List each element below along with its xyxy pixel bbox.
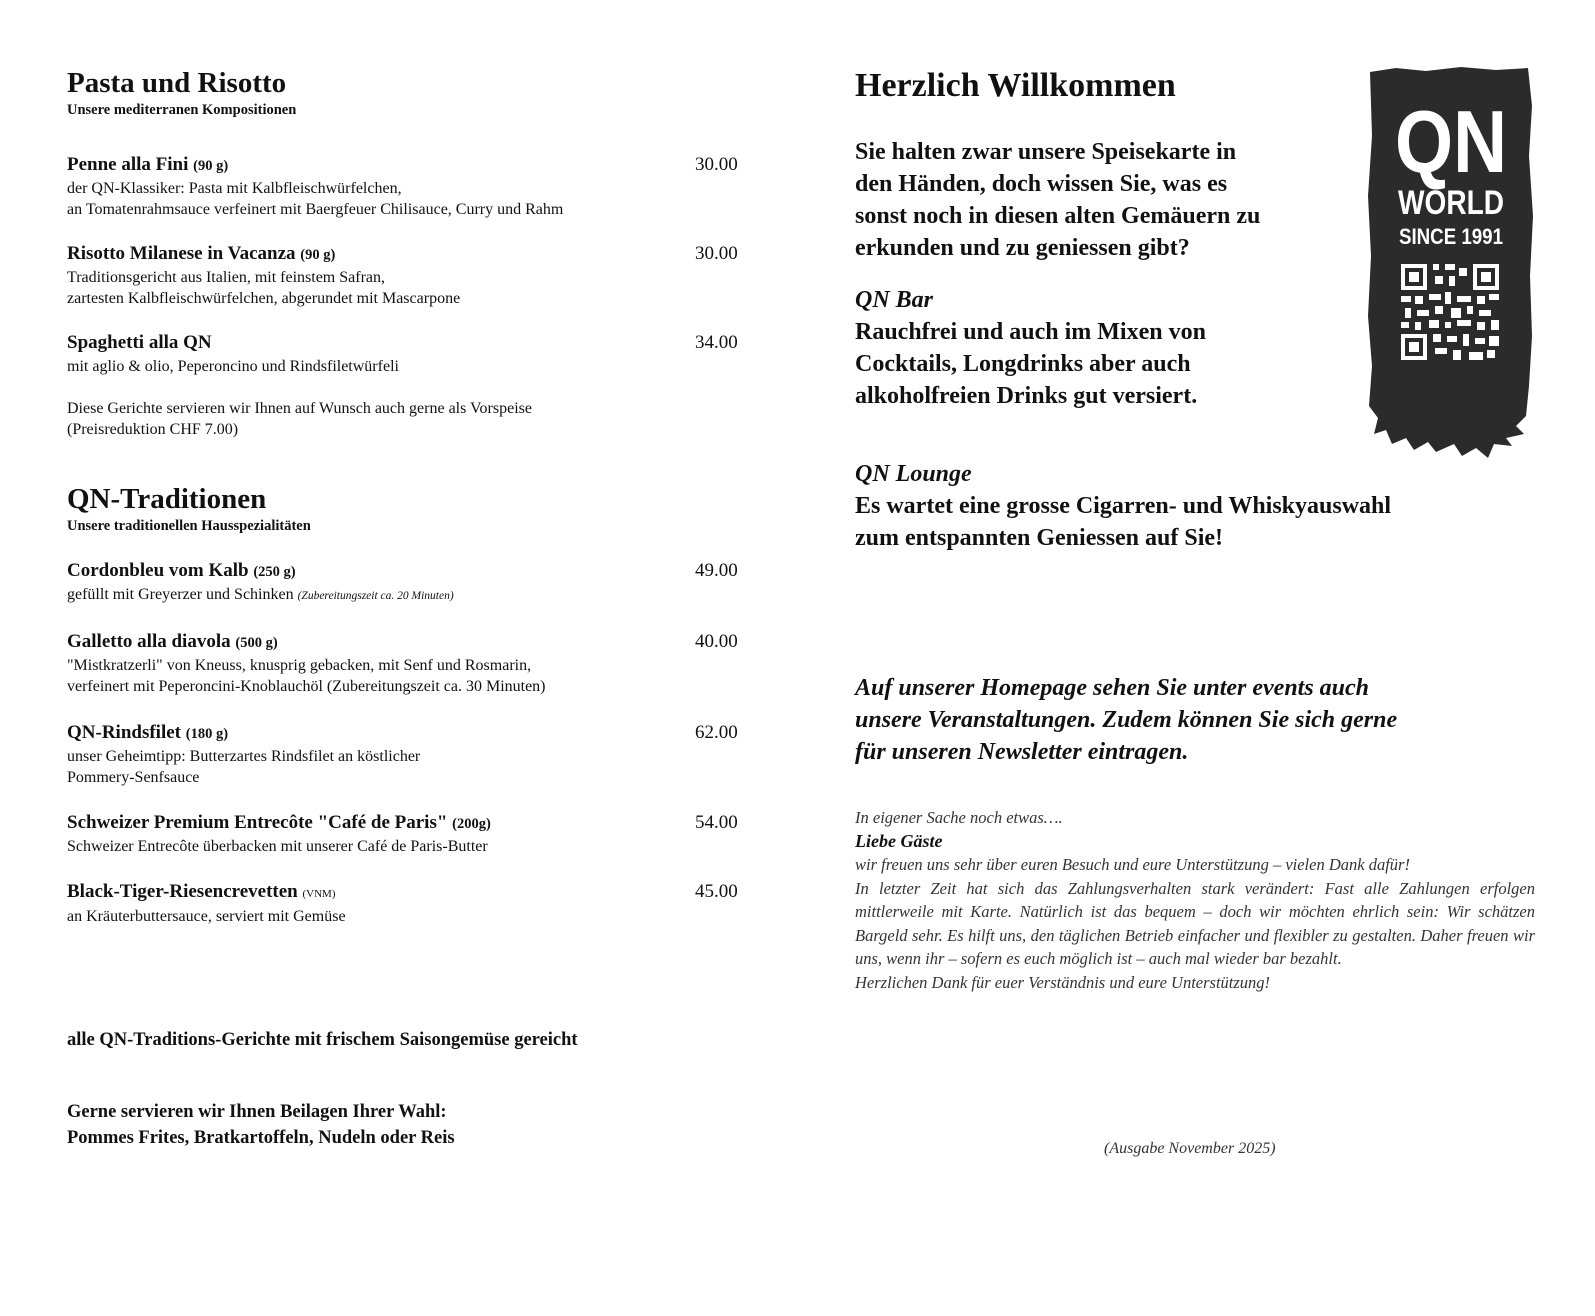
item-description: an Kräuterbuttersauce, serviert mit Gemüse <box>67 908 346 925</box>
logo-word: WORLD <box>1398 184 1504 222</box>
item-price: 30.00 <box>695 154 738 175</box>
intro-line: Sie halten zwar unsere Speisekarte in <box>855 139 1237 165</box>
item-price: 62.00 <box>695 722 738 743</box>
item-weight: (90 g) <box>300 247 336 263</box>
sides-line: Gerne servieren wir Ihnen Beilagen Ihrer Wahl: <box>67 1102 447 1122</box>
item-price: 45.00 <box>695 881 738 902</box>
item-price: 34.00 <box>695 332 738 353</box>
logo-graphic <box>1366 66 1536 461</box>
guest-letter <box>855 806 1535 994</box>
traditions-footer: alle QN-Traditions-Gerichte mit frischem Saisongemüse gereicht <box>67 1030 578 1050</box>
left-column <box>67 66 747 1151</box>
letter-line: wir freuen uns sehr über euren Besuch und eure Unterstützung – vielen Dank dafür! <box>855 855 1410 874</box>
intro-line: erkunden und zu geniessen gibt? <box>855 235 1190 261</box>
homepage-line: für unseren Newsletter eintragen. <box>855 739 1189 765</box>
menu-item <box>67 880 747 927</box>
menu-item <box>67 630 747 697</box>
menu-item <box>67 559 747 607</box>
logo-brand: QN <box>1395 92 1507 191</box>
item-price: 40.00 <box>695 631 738 652</box>
lounge-text-line: Es wartet eine grosse Cigarren- und Whiskyauswahl <box>855 493 1392 519</box>
item-name: QN-Rindsfilet <box>67 722 181 743</box>
letter-line: Herzlichen Dank für euer Verständnis und eure Unterstützung! <box>855 972 1271 992</box>
section-title: QN-Traditionen <box>67 483 267 515</box>
letter-intro: In eigener Sache noch etwas…. <box>855 808 1063 827</box>
item-name: Galletto alla diavola <box>67 631 231 652</box>
lounge-text-line: zum entspannten Geniessen auf Sie! <box>855 525 1224 551</box>
item-name: Black-Tiger-Riesencrevetten <box>67 881 298 902</box>
item-name: Risotto Milanese in Vacanza <box>67 243 296 264</box>
note-line: (Preisreduktion CHF 7.00) <box>67 421 239 438</box>
sides-info <box>67 1099 747 1151</box>
menu-item <box>67 153 747 220</box>
bar-text-line: alkoholfreien Drinks gut versiert. <box>855 383 1198 409</box>
section-subtitle: Unsere mediterranen Kompositionen <box>67 102 297 118</box>
lounge-section <box>855 458 1545 554</box>
intro-line: sonst noch in diesen alten Gemäuern zu <box>855 203 1261 229</box>
item-name: Spaghetti alla QN <box>67 332 212 353</box>
item-weight: (VNM) <box>302 888 336 900</box>
menu-item <box>67 331 747 377</box>
homepage-note <box>855 672 1545 768</box>
menu-item <box>67 811 747 857</box>
menu-item <box>67 242 747 309</box>
item-description: Pommery-Senfsauce <box>67 769 200 786</box>
item-description: der QN-Klassiker: Pasta mit Kalbfleischwürfelchen, <box>67 180 402 197</box>
item-weight: (500 g) <box>235 635 278 651</box>
homepage-line: Auf unserer Homepage sehen Sie unter events auch <box>855 675 1370 701</box>
welcome-title: Herzlich Willkommen <box>855 67 1176 104</box>
item-name: Schweizer Premium Entrecôte "Café de Paris" <box>67 812 448 833</box>
item-weight: (200g) <box>452 816 491 832</box>
letter-greeting: Liebe Gäste <box>855 830 943 851</box>
qr-code-icon <box>1399 262 1501 362</box>
item-description: verfeinert mit Peperoncini-Knoblauchöl (Zubereitungszeit ca. 30 Minuten) <box>67 678 546 695</box>
traditions-section <box>67 482 747 927</box>
item-price: 54.00 <box>695 812 738 833</box>
item-price: 30.00 <box>695 243 738 264</box>
bar-text-line: Cocktails, Longdrinks aber auch <box>855 351 1191 377</box>
item-weight: (180 g) <box>185 726 229 742</box>
section-subtitle: Unsere traditionellen Hausspezialitäten <box>67 518 311 534</box>
homepage-line: unsere Veranstaltungen. Zudem können Sie sich gerne <box>855 707 1398 733</box>
edition-note: (Ausgabe November 2025) <box>1104 1140 1276 1157</box>
menu-item <box>67 721 747 788</box>
preparation-note: (Zubereitungszeit ca. 20 Minuten) <box>297 590 454 602</box>
item-name: Penne alla Fini <box>67 154 189 175</box>
letter-paragraph: In letzter Zeit hat sich das Zahlungsverhalten stark verändert: Fast alle Zahlungen erfolgen mittlerweile mit Karte. Natürlich ist das bequem – doch wir möchten ehrlich sein: Wir schätzen Bargeld sehr. Es hilft uns, den täglichen Betrieb einfacher und flexibler zu gestalten. Daher freuen wir uns, wenn ihr – sofern es euch möglich ist – auch mal wieder bar bezahlt. <box>855 878 1535 968</box>
item-description: zartesten Kalbfleischwürfelchen, abgerundet mit Mascarpone <box>67 290 461 307</box>
note-line: Diese Gerichte servieren wir Ihnen auf Wunsch auch gerne als Vorspeise <box>67 400 532 417</box>
item-weight: (250 g) <box>253 564 296 580</box>
qn-world-logo <box>1366 66 1536 461</box>
item-description: gefüllt mit Greyerzer und Schinken <box>67 586 294 603</box>
item-price: 49.00 <box>695 560 738 581</box>
lounge-title: QN Lounge <box>855 461 972 487</box>
item-description: unser Geheimtipp: Butterzartes Rindsfilet an köstlicher <box>67 748 421 765</box>
item-description: "Mistkratzerli" von Kneuss, knusprig gebacken, mit Senf und Rosmarin, <box>67 657 532 674</box>
pasta-section <box>67 66 747 440</box>
bar-title: QN Bar <box>855 287 934 313</box>
item-description: Traditionsgericht aus Italien, mit feinstem Safran, <box>67 269 386 286</box>
item-description: Schweizer Entrecôte überbacken mit unserer Café de Paris-Butter <box>67 838 488 855</box>
logo-since: SINCE 1991 <box>1399 224 1503 249</box>
sides-line: Pommes Frites, Bratkartoffeln, Nudeln oder Reis <box>67 1128 455 1148</box>
item-description: an Tomatenrahmsauce verfeinert mit Baergfeuer Chilisauce, Curry und Rahm <box>67 201 564 218</box>
pasta-note <box>67 398 747 440</box>
section-title: Pasta und Risotto <box>67 67 287 99</box>
item-weight: (90 g) <box>193 158 229 174</box>
bar-text-line: Rauchfrei und auch im Mixen von <box>855 319 1206 345</box>
intro-line: den Händen, doch wissen Sie, was es <box>855 171 1228 197</box>
item-name: Cordonbleu vom Kalb <box>67 560 249 581</box>
item-description: mit aglio & olio, Peperoncino und Rindsfiletwürfeli <box>67 358 399 375</box>
